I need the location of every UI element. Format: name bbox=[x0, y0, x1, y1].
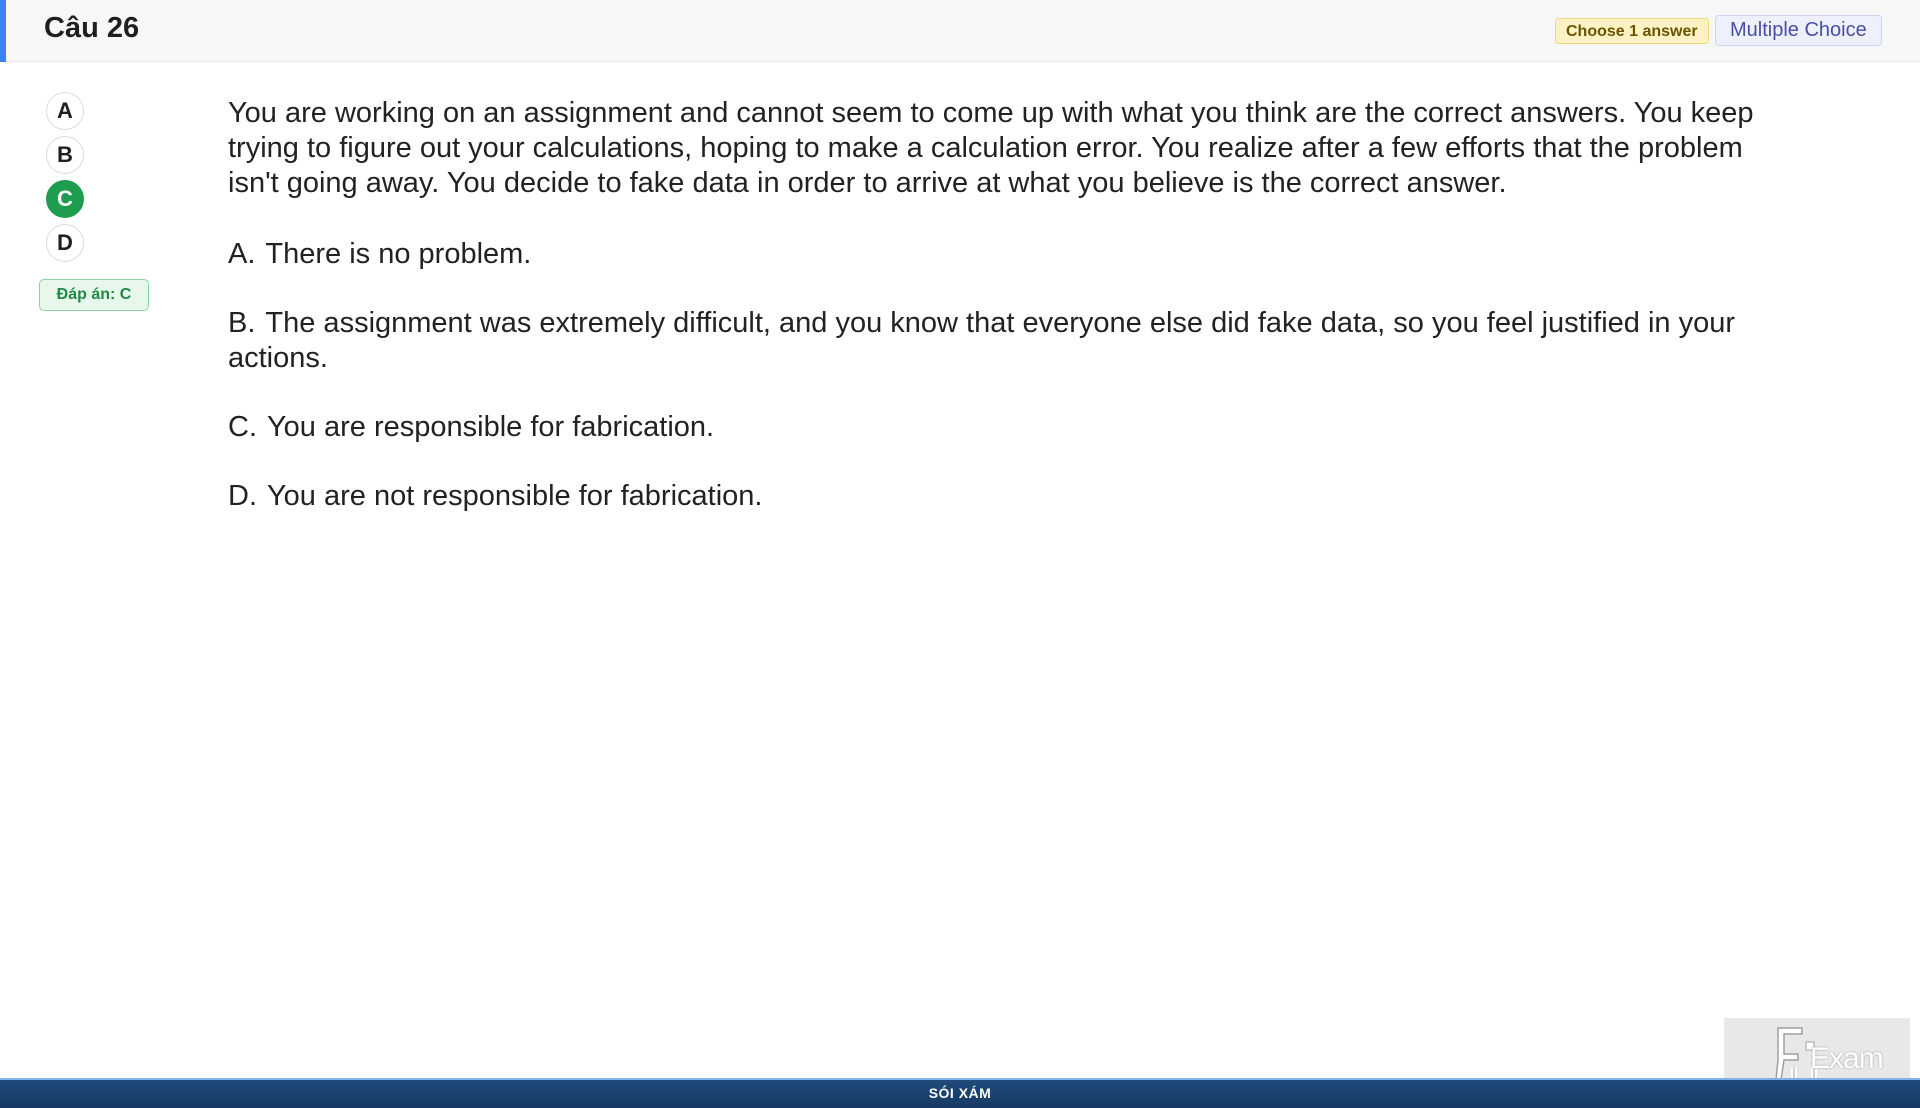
choice-c bbox=[228, 410, 1768, 445]
option-b-button[interactable]: B bbox=[46, 136, 84, 174]
choice-b bbox=[228, 306, 1768, 376]
choice-text: There is no problem. bbox=[265, 238, 532, 270]
question-text: You are working on an assignment and cannot seem to come up with what you think are the correct answers. You keep trying to figure out your calculations, hoping to make a calculation error. You realize after a few efforts that the problem isn't going away. You decide to fake data in order to arrive at what you believe is the correct answer. bbox=[228, 97, 1754, 199]
choice-a bbox=[228, 237, 1768, 272]
choice-letter: C. bbox=[228, 411, 257, 443]
choice-text: The assignment was extremely difficult, and you know that everyone else did fake data, so you feel justified in your actions. bbox=[228, 307, 1736, 374]
choice-letter: D. bbox=[228, 480, 257, 512]
footer-text: SÓI XÁM bbox=[928, 1085, 992, 1101]
logo-text: Exam bbox=[1810, 1042, 1883, 1075]
question-title: Câu 26 bbox=[44, 12, 140, 44]
question-type-badge: Multiple Choice bbox=[1715, 15, 1882, 46]
choose-count-badge: Choose 1 answer bbox=[1555, 18, 1709, 44]
footer-bar bbox=[0, 1078, 1920, 1108]
question-content bbox=[228, 96, 1768, 548]
choice-text: You are responsible for fabrication. bbox=[267, 411, 715, 443]
header-accent-bar bbox=[0, 0, 6, 62]
correct-answer-badge: Đáp án: C bbox=[39, 279, 149, 311]
option-a-button[interactable]: A bbox=[46, 92, 84, 130]
question-header bbox=[0, 0, 1920, 62]
option-d-button[interactable]: D bbox=[46, 224, 84, 262]
choice-d bbox=[228, 479, 1768, 514]
option-c-button[interactable]: C bbox=[46, 180, 84, 218]
choice-text: You are not responsible for fabrication. bbox=[267, 480, 763, 512]
choice-letter: A. bbox=[228, 238, 256, 270]
choice-letter: B. bbox=[228, 307, 256, 339]
